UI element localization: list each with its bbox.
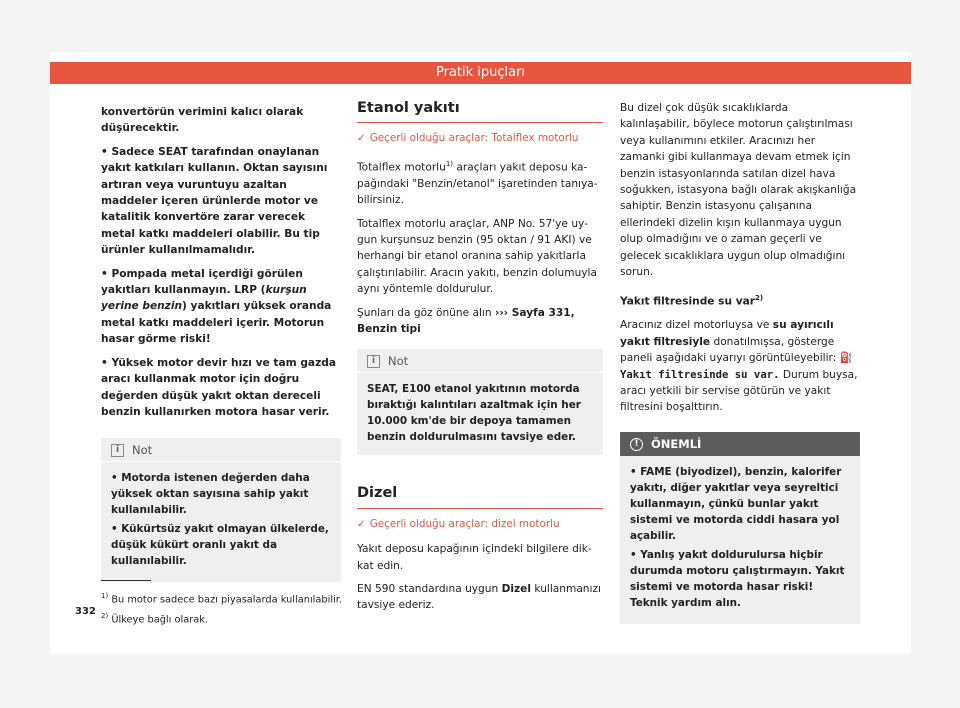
intro-text: konvertörün verimini kalıcı olarak düşürecektir.: [101, 106, 304, 135]
note-box-ethanol: [357, 349, 603, 455]
ethanol-paragraph-2: Totalflex motorlu araçlar, ANP No. 57'ye uygun kurşunsuz benzin (95 oktan / 91 AKI) ve herhangi bir etanol oranına sahip yakıtlarla çalıştırılabilir. Aracın yakıtı, benzin dolumuyla aynı yöntemle doldurulur.: [357, 217, 597, 296]
diesel-paragraph-1: Yakıt deposu kapağının içindeki bilgilere dikkat edin.: [357, 543, 592, 572]
footnote-2: $^{2)}$ Ülkeye bağlı olarak.: [101, 612, 209, 626]
column-middle: [357, 100, 603, 621]
page-link[interactable]: Sayfa 331, Benzin tipi: [357, 306, 575, 335]
ethanol-paragraph-1: Totalflex motorlu$^{1)}$ araçları yakıt deposu kapağındaki "Benzin/etanol" işaretinden tanıyabilirsiniz.: [357, 159, 598, 207]
warning-box: [620, 432, 860, 624]
applies-to-diesel: ✓ Geçerli olduğu araçlar: dizel motorlu: [357, 517, 560, 530]
column-left: [101, 104, 341, 582]
footnote-1: $^{1)}$ Bu motor sadece bazı piyasalarda kullanılabilir.: [101, 592, 343, 606]
footnotes: [101, 588, 401, 629]
page-header: Pratik ipuçları: [50, 62, 911, 84]
subheading-water-in-filter: Yakıt filtresinde su var$^{2)}$: [620, 294, 764, 308]
note-header: i Not: [101, 438, 341, 462]
section-title-ethanol: Etanol yakıtı: [357, 100, 603, 123]
page-number: 332: [75, 606, 96, 617]
warning-item: • Yanlış yakıt doldurulursa hiçbir durumda motoru çalıştırmayın. Yakıt sistemi ve motorda hasar riski! Teknik yardım alın.: [630, 548, 845, 609]
info-icon: i: [367, 355, 380, 368]
warning-item: • FAME (biyodizel), benzin, kalorifer yakıtı, diğer yakıtlar veya seyreltici kullanmayın, çünkü bunlar yakıt sistemi ve motorda ciddi hasara yol açabilir.: [630, 465, 842, 542]
warning-body: [620, 456, 860, 624]
diesel-cold-paragraph: Bu dizel çok düşük sıcaklıklarda kalınlaşabilir, böylece motorun çalıştırılması veya kullanımını etkiler. Aracınızı her zamanki gibi kullanmaya devam etmek için benzin istasyonlarında satılan dizel hava soğukken, istasyona bağlı olarak akışkanlığa sahiptir. Benzin istasyonu çalışanına ellerindeki dizelin kışın kullanmaya uygun olup olmadığını ve o zaman geçerli ve gelecek sıcaklıklara uygun olup olmadığını sorun.: [620, 102, 857, 279]
ethanol-paragraph-3: Şunları da göz önüne alın ››› Sayfa 331, Benzin tipi: [357, 306, 575, 335]
bullet-seat-additives: • Sadece SEAT tarafından onaylanan yakıt katkıları kullanın. Oktan sayısını artıran veya vuruntuyu azaltan maddeler içeren ürünlerde motor ve katalitik konvertöre zarar verecek metal katkı maddeleri olabilir. Bu tip ürünler kullanılmamalıdır.: [101, 145, 328, 257]
bullet-lrp: • Pompada metal içerdiği görülen yakıtları kullanmayın. LRP (kurşun yerine benzin) yakıtları yüksek oranda metal katkı maddeleri içerir. Motorun hasar görme riski!: [101, 267, 332, 346]
note-body: [101, 462, 341, 582]
warning-header: ! ÖNEMLİ: [620, 432, 860, 456]
check-icon: ✓: [357, 517, 366, 530]
note-body: SEAT, E100 etanol yakıtının motorda bıraktığı kalıntıları azaltmak için her 10.000 km'de bir depoya tamamen benzin doldurulmasını tavsiye eder.: [367, 383, 581, 444]
filter-paragraph: Aracınız dizel motorluysa ve su ayırıcılı yakıt filtresiyle donatılmışsa, gösterge paneli aşağıdaki uyarıyı görüntüleyebilir: ⛽ Yakıt filtresinde su var. Durum buysa, aracı yetkili bir servise götürün ve yakıt filtresini boşalttırın.: [620, 319, 858, 414]
fuel-filter-water-icon: ⛽: [839, 352, 853, 365]
exclamation-icon: !: [630, 438, 643, 451]
section-title-diesel: Dizel: [357, 485, 603, 508]
note-box: [101, 438, 341, 582]
bullet-high-rpm: • Yüksek motor devir hızı ve tam gazda aracı kullanmak motor için doğru değerden düşük yakıt oktan dereceli benzin kullanırken motora hasar verir.: [101, 356, 336, 418]
check-icon: ✓: [357, 132, 366, 145]
column-right: [620, 100, 860, 624]
note-item: • Motorda istenen değerden daha yüksek oktan sayısına sahip yakıt kullanılabilir.: [111, 472, 310, 517]
diesel-paragraph-2: EN 590 standardına uygun Dizel kullanmanızı tavsiye ederiz.: [357, 583, 601, 612]
applies-to-ethanol: ✓ Geçerli olduğu araçlar: Totalflex motorlu: [357, 132, 579, 145]
footnote-divider: [101, 580, 151, 581]
info-icon: i: [111, 444, 124, 457]
note-item: • Kükürtsüz yakıt olmayan ülkelerde, düşük kükürt oranlı yakıt da kullanılabilir.: [111, 523, 329, 568]
note-header: i Not: [357, 349, 603, 373]
